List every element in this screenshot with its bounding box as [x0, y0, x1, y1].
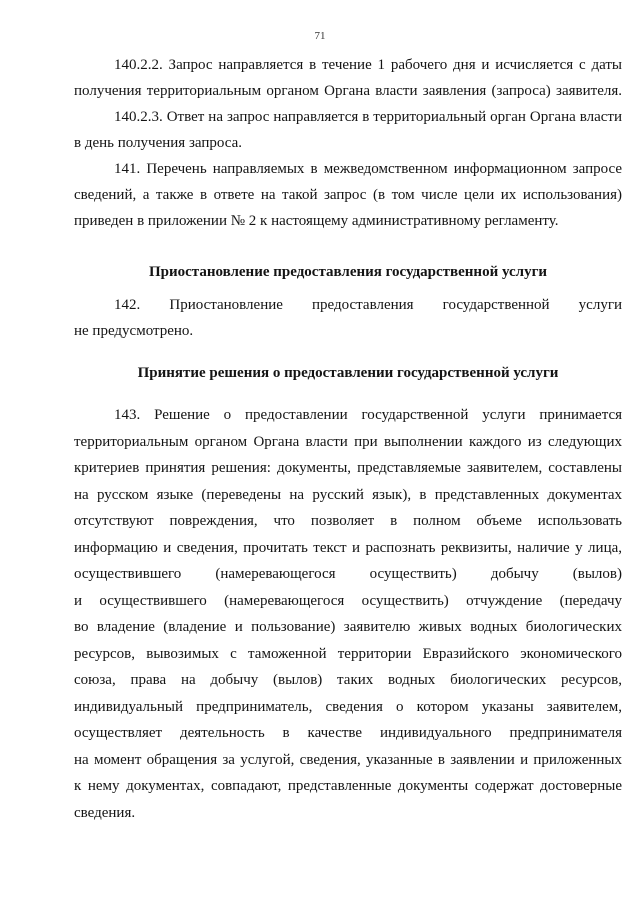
paragraph-line: 140.2.3. Ответ на запрос направляется в территориальный орган Органа власти	[114, 109, 622, 125]
paragraph-line: информацию и сведения, прочитать текст и распознать реквизиты, наличие у лица,	[74, 539, 622, 556]
paragraph-line: индивидуальный предприниматель, сведения о котором указаны заявителем,	[74, 698, 622, 715]
paragraph-line: 140.2.2. Запрос направляется в течение 1 рабочего дня и исчисляется с даты	[114, 57, 622, 73]
paragraph-line: на русском языке (переведены на русский язык), в представленных документах	[74, 486, 622, 503]
paragraph-line: ресурсов, вывозимых с таможенной территории Евразийского экономического	[74, 645, 622, 662]
paragraph-line: в день получения запроса.	[74, 135, 242, 151]
paragraph-line: получения территориальным органом Органа власти заявления (запроса) заявителя.	[74, 83, 622, 99]
paragraph-line: на момент обращения за услугой, сведения, указанные в заявлении и приложенных	[74, 751, 622, 768]
paragraph-line: не предусмотрено.	[74, 323, 194, 339]
paragraph-line: территориальным органом Органа власти при выполнении каждого из следующих	[74, 433, 622, 450]
paragraph-line: 142. Приостановление предоставления государственной услуги	[114, 297, 622, 313]
paragraph-line: и осуществившего (намеревающегося осуществить) отчуждение (передачу	[74, 592, 622, 609]
paragraph-line: осуществившего (намеревающегося осуществить) добычу (вылов)	[74, 566, 622, 582]
section-heading-decision: Принятие решения о предоставлении государственной услуги	[137, 365, 559, 381]
page-number: 71	[314, 30, 326, 42]
paragraph-line: сведений, а также в ответе на такой запрос (в том числе цели их использования)	[74, 187, 622, 203]
paragraph-line: сведения.	[74, 804, 136, 821]
section-heading-suspension: Приостановление предоставления государственной услуги	[148, 264, 548, 280]
paragraph-line: 143. Решение о предоставлении государственной услуги принимается	[114, 407, 622, 423]
paragraph-line: приведен в приложении № 2 к настоящему административному регламенту.	[74, 213, 559, 229]
paragraph-line: союза, права на добычу (вылов) таких водных биологических ресурсов,	[74, 672, 622, 688]
paragraph-line: отсутствуют повреждения, что позволяет в полном объеме использовать	[74, 513, 622, 529]
paragraph-line: во владение (владение и пользование) заявителю живых водных биологических	[74, 619, 622, 635]
paragraph-line: к нему документах, совпадают, представленные документы содержат достоверные	[74, 778, 622, 794]
paragraph-line: критериев принятия решения: документы, представляемые заявителем, составлены	[74, 460, 622, 476]
paragraph-line: 141. Перечень направляемых в межведомственном информационном запросе	[114, 161, 622, 177]
paragraph-line: осуществляет деятельность в качестве индивидуального предпринимателя	[74, 725, 622, 741]
